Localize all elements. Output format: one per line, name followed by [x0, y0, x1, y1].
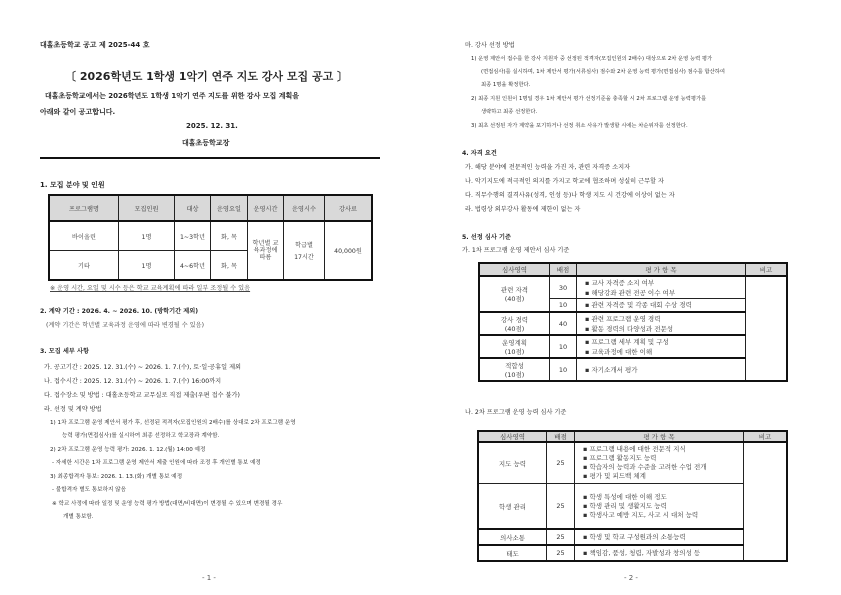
section1-note: ※ 운영 시간, 요일 및 시수 등은 학교 교육계획에 따라 일부 조정될 수 있음	[50, 285, 251, 292]
table-header-row	[479, 263, 787, 276]
table-row	[478, 442, 787, 484]
cell-fee-merged: 40,000원	[325, 221, 373, 280]
cell-score: 25	[547, 545, 575, 561]
ma-heading: 마. 강사 선정 방법	[465, 42, 515, 49]
issuer: 대홀초등학교장	[182, 139, 230, 147]
second-review-criteria-table	[477, 430, 788, 562]
cell-target: 1~3학년	[175, 221, 211, 251]
cell-days: 화, 목	[211, 251, 248, 281]
ma-item-1a: 1) 운영 제안서 접수를 한 강사 지원자 중 선정된 적격자(모집인원의 2배수) 대상으로 2차 운영 능력 평가	[471, 56, 713, 62]
table-row	[478, 529, 787, 545]
col-program: 프로그램명	[49, 195, 119, 221]
col-score: 배점	[550, 263, 577, 276]
col-hours: 운영시수	[284, 195, 325, 221]
ma-item-2a: 2) 최종 지원 인원이 1명일 경우 1차 제안서 평가 선정기준을 충족할 시 2차 프로그램 운영 능력평가를	[471, 96, 707, 102]
ra-item-1a: 1) 1차 프로그램 운영 제안서 평가 후, 선정된 적격자(모집인원의 2배수)를 상대로 2차 프로그램 운영	[50, 420, 296, 426]
cell-items	[577, 299, 746, 313]
ma-item-1b: (면접심사)를 실시하며, 1차 제안서 평가(서류심사) 점수와 2차 운영 능력 평가(면접심사) 점수를 합산하여	[481, 69, 726, 75]
cell-score: 10	[550, 299, 577, 313]
cell-score: 25	[547, 529, 575, 545]
item: ▪ 학습자의 능력과 수준을 고려한 수업 전개	[583, 463, 743, 472]
recruitment-table	[48, 194, 373, 281]
cell-area	[479, 358, 550, 381]
table-row	[49, 221, 372, 251]
qual-item: 나. 악기지도에 적극적인 의지를 가지고 학교에 협조하며 성실히 근무할 자	[465, 178, 664, 185]
cell-items	[577, 312, 746, 335]
ra-note-a: ※ 학교 사정에 따라 일정 및 운영 능력 평가 방법(대면/비대면)이 변경될 수 있으며 변경될 경우	[52, 501, 283, 507]
col-fee: 강사료	[325, 195, 373, 221]
page-1	[0, 0, 420, 595]
item: ▪ 관련 프로그램 운영 경력	[585, 314, 745, 324]
col-days: 운영요일	[211, 195, 248, 221]
area-label: 관련 자격	[500, 286, 529, 294]
ma-item-2b: 생략하고 최종 선정한다.	[481, 109, 538, 115]
item: ▪ 교사 자격증 소지 여부	[585, 278, 745, 288]
area-points: (40점)	[504, 324, 525, 333]
section5-heading: 5. 선정 심사 기준	[462, 234, 511, 241]
col-score: 배점	[547, 431, 575, 442]
table-row	[478, 545, 787, 561]
item: ▪ 학생사고 예방 지도, 사고 시 대처 능력	[583, 511, 743, 520]
cell-program: 기타	[49, 251, 119, 281]
item: ▪ 활동 경력의 다양성과 전문성	[585, 324, 745, 334]
notice-date: 2025. 12. 31.	[186, 122, 238, 130]
col-items: 평 가 항 목	[575, 431, 744, 442]
table-header-row	[49, 195, 372, 221]
section5-sub-ga: 가. 1차 프로그램 운영 제안서 심사 기준	[462, 247, 570, 254]
cell-items	[575, 442, 744, 484]
cell-area: 학생 관리	[478, 484, 547, 530]
item: ▪ 학생 관리 및 생활지도 능력	[583, 502, 743, 511]
cell-score: 25	[547, 442, 575, 484]
table-row	[479, 335, 787, 358]
hours-line-1: 학급별	[295, 242, 313, 249]
section2-heading: 2. 계약 기간 : 2026. 4. ~ 2026. 10. (방학기간 제외)	[40, 308, 199, 315]
table-header-row	[478, 431, 787, 442]
cell-note	[744, 442, 788, 561]
notice-number: 대홀초등학교 공고 제 2025-44 호	[40, 41, 150, 49]
section3-heading: 3. 모집 세부 사항	[40, 348, 89, 355]
table-row	[479, 276, 787, 299]
col-note: 비고	[746, 263, 788, 276]
cell-items	[575, 484, 744, 530]
col-target: 대상	[175, 195, 211, 221]
item: ▪ 자기소개서 평가	[585, 365, 745, 375]
section5-sub-na: 나. 2차 프로그램 운영 능력 심사 기준	[465, 409, 567, 416]
cell-items	[577, 335, 746, 358]
section4-heading: 4. 자격 요건	[462, 150, 497, 157]
ma-item-3: 3) 최초 선정된 자가 계약을 포기하거나 선정 취소 사유가 발생할 시에는 차순위자를 선정한다.	[471, 123, 688, 129]
cell-score: 30	[550, 276, 577, 299]
cell-area: 지도 능력	[478, 442, 547, 484]
cell-count: 1명	[119, 221, 175, 251]
ra-item-2-sub: - 자세한 시간은 1차 프로그램 운영 제안서 제출 인원에 따라 조정 후 개인별 통보 예정	[52, 460, 261, 466]
item: ▪ 평가 및 피드백 체계	[583, 472, 743, 481]
item: ▪ 학생 및 학교 구성원과의 소통능력	[583, 533, 743, 542]
item: ▪ 해당강좌 관련 전공 이수 여부	[585, 288, 745, 298]
table-row	[479, 358, 787, 381]
section3-ra: 라. 선정 및 계약 방법	[44, 406, 102, 413]
item: ▪ 관련 자격증 및 각종 대회 수상 경력	[585, 300, 745, 310]
area-label: 적합성	[505, 361, 524, 370]
item: ▪ 프로그램 내용에 대한 전문적 지식	[583, 445, 743, 454]
cell-area: 의사소통	[478, 529, 547, 545]
item: ▪ 프로그램 활동지도 능력	[583, 454, 743, 463]
item: ▪ 프로그램 세부 계획 및 구성	[585, 337, 745, 347]
col-time: 운영시간	[248, 195, 284, 221]
intro-line-1: 대홀초등학교에서는 2026학년도 1학생 1악기 연주 지도를 위한 강사 모집 계획을	[45, 92, 300, 100]
divider	[40, 157, 380, 159]
item: ▪ 학생 특성에 대한 이해 정도	[583, 493, 743, 502]
cell-time-merged: 학년별 교육과정에 따름	[248, 221, 284, 280]
item: ▪ 교육과정에 대한 이해	[585, 347, 745, 357]
section3-na: 나. 접수시간 : 2025. 12. 31.(수) ~ 2026. 1. 7.(수) 16:00까지	[44, 378, 222, 385]
col-count: 모집인원	[119, 195, 175, 221]
area-points: (10점)	[504, 347, 525, 356]
first-review-criteria-table	[478, 262, 788, 382]
cell-note	[746, 276, 788, 381]
item: ▪ 책임감, 품성, 청렴, 자발성과 창의성 등	[583, 549, 743, 558]
cell-items	[577, 358, 746, 381]
cell-program: 바이올린	[49, 221, 119, 251]
page-number: - 1 -	[202, 574, 216, 582]
col-note: 비고	[744, 431, 788, 442]
area-label: 운영계획	[501, 338, 528, 347]
col-area: 심사영역	[479, 263, 550, 276]
qual-item: 가. 해당 분야에 전문적인 능력을 가진 자, 관련 자격증 소지자	[465, 164, 631, 171]
area-points: (40점)	[504, 295, 525, 303]
area-points: (10점)	[504, 370, 525, 379]
section2-note: (계약 기간은 학년별 교육과정 운영에 따라 변경될 수 있음)	[46, 322, 205, 329]
col-items: 평 가 항 목	[577, 263, 746, 276]
ra-item-2: 2) 2차 프로그램 운영 능력 평가: 2026. 1. 12.(월) 14:00 예정	[50, 447, 206, 453]
ra-item-3: 3) 최종합격자 통보: 2026. 1. 13.(화) 개별 통보 예정	[50, 474, 183, 480]
intro-line-2: 아래와 같이 공고합니다.	[40, 108, 116, 116]
section3-da: 다. 접수장소 및 방법 : 대홀초등학교 교무실로 직접 제출(우편 접수 불가)	[44, 392, 240, 399]
page-title: 〔 2026학년도 1학생 1악기 연주 지도 강사 모집 공고 〕	[65, 70, 349, 83]
cell-score: 10	[550, 335, 577, 358]
cell-area	[479, 312, 550, 335]
cell-score: 25	[547, 484, 575, 530]
ra-note-b: 개별 통보함.	[63, 514, 94, 520]
cell-items	[575, 529, 744, 545]
cell-area	[479, 335, 550, 358]
cell-target: 4~6학년	[175, 251, 211, 281]
section3-ga: 가. 공고기간 : 2025. 12. 31.(수) ~ 2026. 1. 7.(수), 토·일·공휴일 제외	[44, 364, 242, 371]
ra-item-3-sub: - 불합격자 별도 통보하지 않음	[52, 487, 126, 493]
cell-count: 1명	[119, 251, 175, 281]
cell-items	[575, 545, 744, 561]
cell-area	[479, 276, 550, 312]
ma-item-1c: 최종 1명을 확정한다.	[481, 82, 531, 88]
hours-line-2: 17시간	[294, 254, 314, 261]
cell-score: 40	[550, 312, 577, 335]
table-row	[478, 484, 787, 530]
col-area: 심사영역	[478, 431, 547, 442]
cell-area: 태도	[478, 545, 547, 561]
ra-item-1b: 능력 평가(면접심사)를 실시하여 최종 선정하고 학교장과 계약함.	[62, 433, 220, 439]
qual-item: 라. 법령상 외부강사 활동에 제한이 없는 자	[465, 206, 581, 213]
area-label: 강사 경력	[500, 315, 529, 324]
qual-item: 다. 직무수행의 결격사유(성격, 인성 등)나 학생 지도 시 건강에 이상이 없는 자	[465, 192, 675, 199]
cell-items	[577, 276, 746, 299]
page-number: - 2 -	[624, 574, 638, 582]
cell-hours-merged	[284, 221, 325, 280]
cell-score: 10	[550, 358, 577, 381]
cell-days: 화, 목	[211, 221, 248, 251]
section1-heading: 1. 모집 분야 및 인원	[40, 181, 105, 189]
table-row	[479, 312, 787, 335]
